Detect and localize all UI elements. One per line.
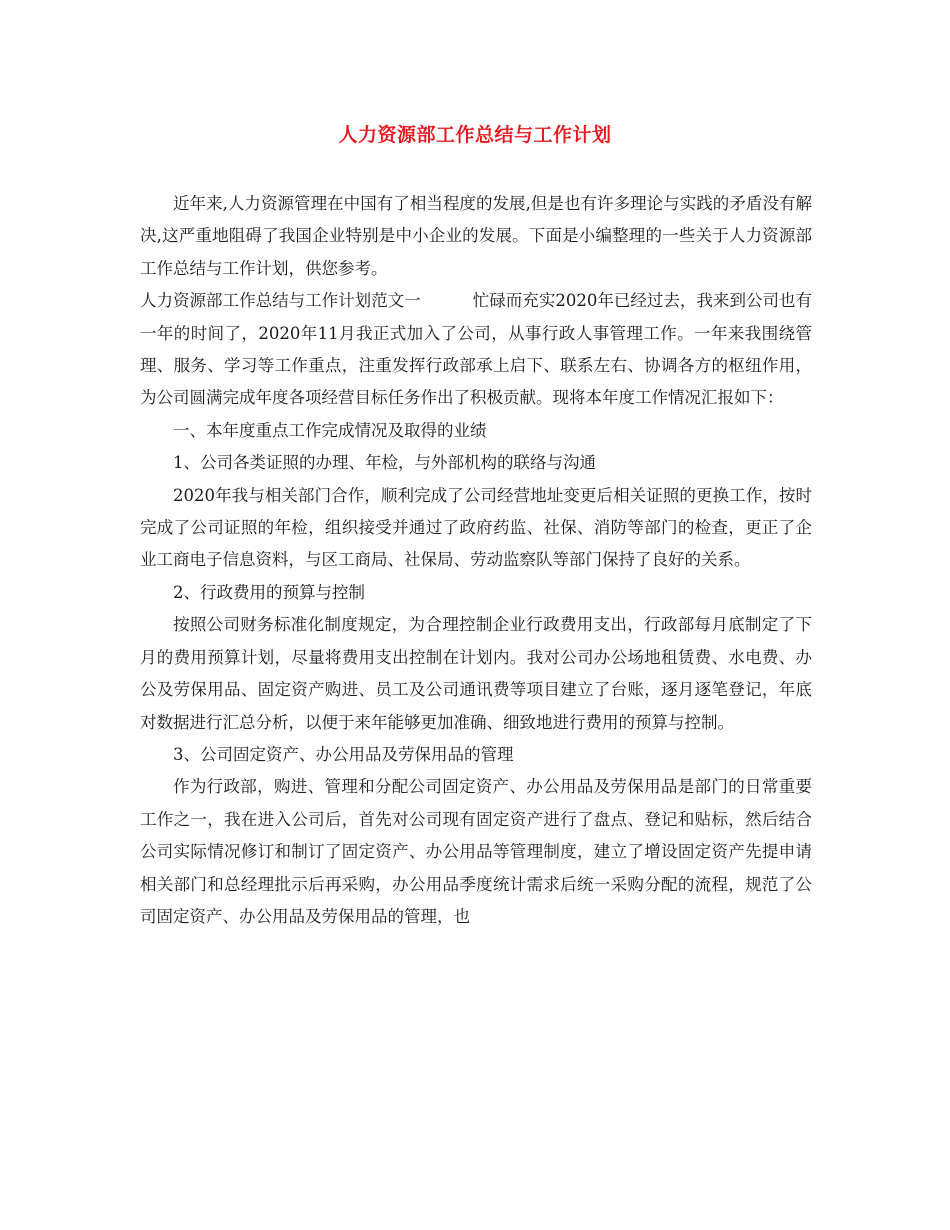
section-heading: 一、本年度重点工作完成情况及取得的业绩 — [173, 420, 487, 440]
sample-heading: 人力资源部工作总结与工作计划范文一 — [140, 291, 421, 311]
sample-opening: 忙碌而充实2020年已经过去，我来到公司也有一年的时间了，2020年11月我正式加入了公司，从事行政人事管理工作。一年来我围绕管理、服务、学习等工作重点，注重发挥行政部承上启下、联系左右、协调各方的枢纽作用，为公司圆满完成年度各项经营目标任务作出了积极贡献。现将本年度工作情况汇报如下： — [140, 291, 813, 408]
intro-paragraph: 近年来,人力资源管理在中国有了相当程度的发展,但是也有许多理论与实践的矛盾没有解决,这严重地阻碍了我国企业特别是中小企业的发展。下面是小编整理的一些关于人力资源部工作总结与工作计划，供您参考。 — [140, 194, 812, 278]
item-1-heading: 1、公司各类证照的办理、年检，与外部机构的联络与沟通 — [173, 453, 596, 473]
item-2-heading: 2、行政费用的预算与控制 — [173, 582, 365, 602]
document-title: 人力资源部工作总结与工作计划 — [338, 124, 612, 146]
item-2-body: 按照公司财务标准化制度规定，为合理控制企业行政费用支出，行政部每月底制定了下月的费用预算计划，尽量将费用支出控制在计划内。我对公司办公场地租赁费、水电费、办公及劳保用品、固定资产购进、员工及公司通讯费等项目建立了台账，逐月逐笔登记，年底对数据进行汇总分析，以便于来年能够更加准确、细致地进行费用的预算与控制。 — [140, 615, 812, 732]
item-1-body: 2020年我与相关部门合作，顺利完成了公司经营地址变更后相关证照的更换工作，按时完成了公司证照的年检，组织接受并通过了政府药监、社保、消防等部门的检查，更正了企业工商电子信息资料，与区工商局、社保局、劳动监察队等部门保持了良好的关系。 — [140, 485, 812, 570]
item-3-heading: 3、公司固定资产、办公用品及劳保用品的管理 — [173, 744, 514, 764]
item-3-body: 作为行政部，购进、管理和分配公司固定资产、办公用品及劳保用品是部门的日常重要工作之一，我在进入公司后，首先对公司现有固定资产进行了盘点、登记和贴标，然后结合公司实际情况修订和制订了固定资产、办公用品等管理制度，建立了增设固定资产先提申请相关部门和总经理批示后再采购，办公用品季度统计需求后统一采购分配的流程，规范了公司固定资产、办公用品及劳保用品的管理，也 — [140, 777, 812, 926]
sample-paragraph — [140, 285, 812, 415]
document-body — [140, 188, 812, 933]
